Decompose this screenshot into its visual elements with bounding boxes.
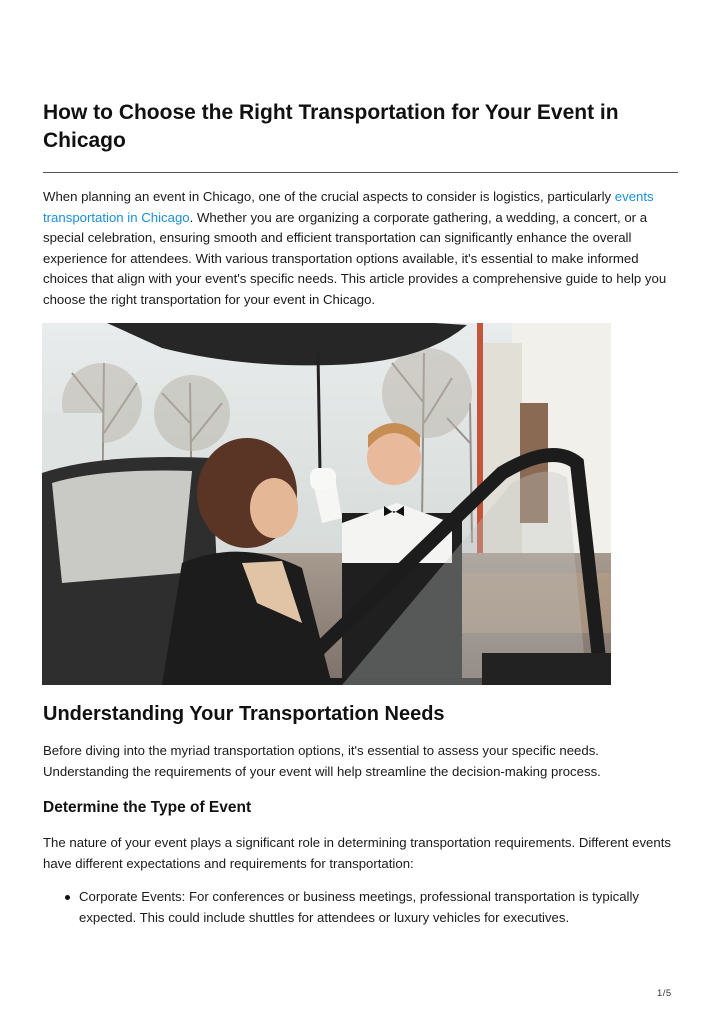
intro-text-end: . Whether you are organizing a corporate gathering, a wedding, a concert, or a special celebration, ensuring smooth and efficient transportation can significantly enhance the overall experience for attendees. With various transportation options available, it's essential to make informed choices that align with your event's specific needs. This article provides a comprehensive guide to help you choose the right transportation for your event in Chicago. (43, 209, 667, 307)
page-number: 1/5 (657, 988, 672, 999)
hero-image-chauffeur-umbrella (42, 323, 611, 685)
list-item (79, 887, 669, 928)
events-transportation-link[interactable]: events transportation in Chicago (43, 189, 654, 225)
bullet-icon (65, 895, 70, 900)
subsection-paragraph-event-type: The nature of your event plays a significant role in determining transportation requirements. Different events have different expectations and requirements for transportation: (43, 835, 671, 871)
intro-paragraph (43, 187, 678, 310)
event-type-list (79, 887, 669, 928)
page-title: How to Choose the Right Transportation for Your Event in Chicago (43, 101, 619, 152)
subsection-heading-event-type: Determine the Type of Event (43, 799, 252, 816)
intro-text-start: When planning an event in Chicago, one of the crucial aspects to consider is logistics, particularly (43, 189, 615, 204)
section-heading-transportation-needs: Understanding Your Transportation Needs (43, 703, 445, 725)
section-paragraph-needs: Before diving into the myriad transportation options, it's essential to assess your specific needs. Understanding the requirements of your event will help streamline the decision-making process. (43, 743, 601, 779)
title-divider (43, 172, 678, 173)
list-item-text: Corporate Events: For conferences or business meetings, professional transportation is typically expected. This could include shuttles for attendees or luxury vehicles for executives. (79, 889, 640, 925)
